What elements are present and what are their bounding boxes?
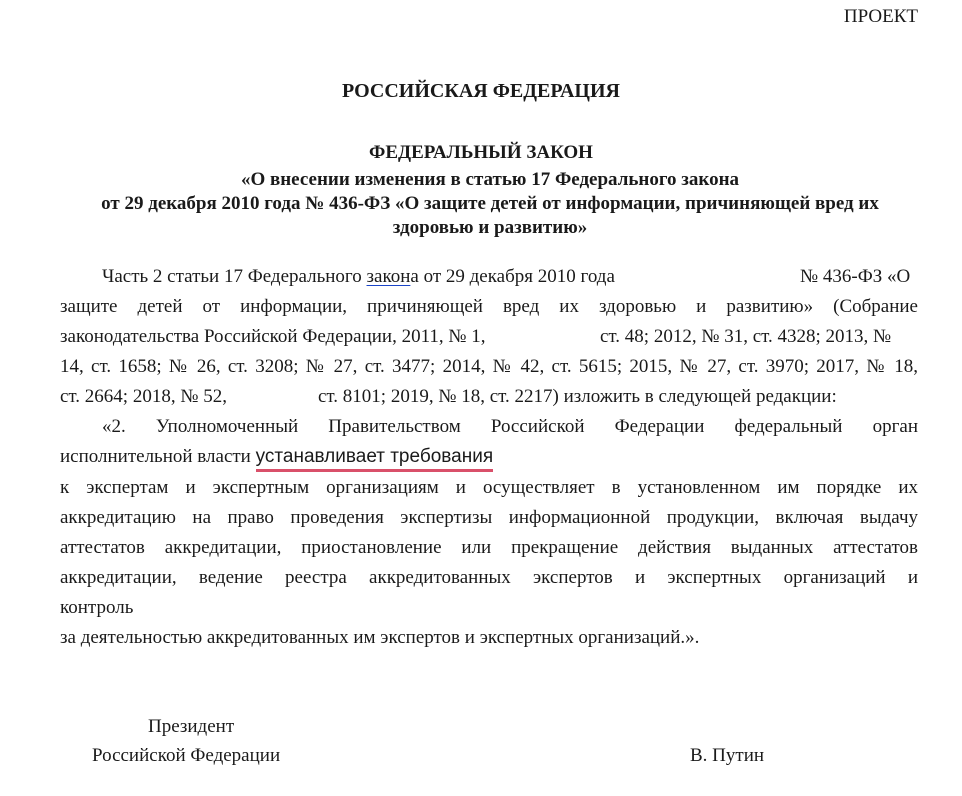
signature-title: Президент [148, 716, 235, 737]
law-title [55, 168, 925, 240]
law-title-line-2: от 29 декабря 2010 года № 436-ФЗ «О защите детей от информации, причиняющей вред их [101, 193, 879, 214]
paragraph-1-line-1: Часть 2 статьи 17 Федерального закона от 29 декабря 2010 года [102, 266, 615, 287]
paragraph-2-line-2: исполнительной власти устанавливает требования [60, 446, 493, 468]
paragraph-2-line-7: контроль [60, 597, 134, 618]
paragraph-1-line-2: защите детей от информации, причиняющей вред их здоровью и развитию» (Собрание [60, 296, 918, 317]
law-link[interactable]: закон [366, 266, 411, 287]
country-heading: РОССИЙСКАЯ ФЕДЕРАЦИЯ [341, 80, 620, 102]
paragraph-1-line-3-start: законодательства Российской Федерации, 2011, № 1, [60, 326, 486, 347]
draft-stamp: ПРОЕКТ [843, 6, 918, 27]
spellcheck-highlight[interactable]: устанавливает требования [256, 446, 494, 472]
law-title-line-3: здоровью и развитию» [392, 217, 588, 238]
law-type-heading: ФЕДЕРАЛЬНЫЙ ЗАКОН [369, 142, 593, 163]
paragraph-1-line-3-end: ст. 48; 2012, № 31, ст. 4328; 2013, № [600, 326, 892, 347]
paragraph-1-line-5-start: ст. 2664; 2018, № 52, [60, 386, 227, 407]
law-title-line-1: «О внесении изменения в статью 17 Федерального закона [240, 169, 740, 190]
paragraph-1-line-4: 14, ст. 1658; № 26, ст. 3208; № 27, ст. 3477; 2014, № 42, ст. 5615; 2015, № 27, ст. 3970; 2017, № 18, [60, 356, 918, 377]
paragraph-2-line-5: аттестатов аккредитации, приостановление или прекращение действия выданных аттестатов [60, 537, 918, 558]
paragraph-2-line-8: за деятельностью аккредитованных им экспертов и экспертных организаций.». [60, 627, 700, 648]
paragraph-2-line-6: аккредитации, ведение реестра аккредитованных экспертов и экспертных организаций и [60, 567, 918, 588]
paragraph-2-line-4: аккредитацию на право проведения экспертизы информационной продукции, включая выдачу [60, 507, 918, 528]
signature-organization: Российской Федерации [92, 745, 281, 766]
paragraph-2-line-3: к экспертам и экспертным организациям и осуществляет в установленном им порядке их [60, 477, 918, 498]
paragraph-1-line-1-end: № 436-ФЗ «О [800, 266, 911, 287]
paragraph-1-line-5-end: ст. 8101; 2019, № 18, ст. 2217) изложить в следующей редакции: [318, 386, 837, 407]
signatory-name: В. Путин [690, 745, 765, 766]
paragraph-2-line-1: «2. Уполномоченный Правительством Российской Федерации федеральный орган [102, 416, 918, 437]
